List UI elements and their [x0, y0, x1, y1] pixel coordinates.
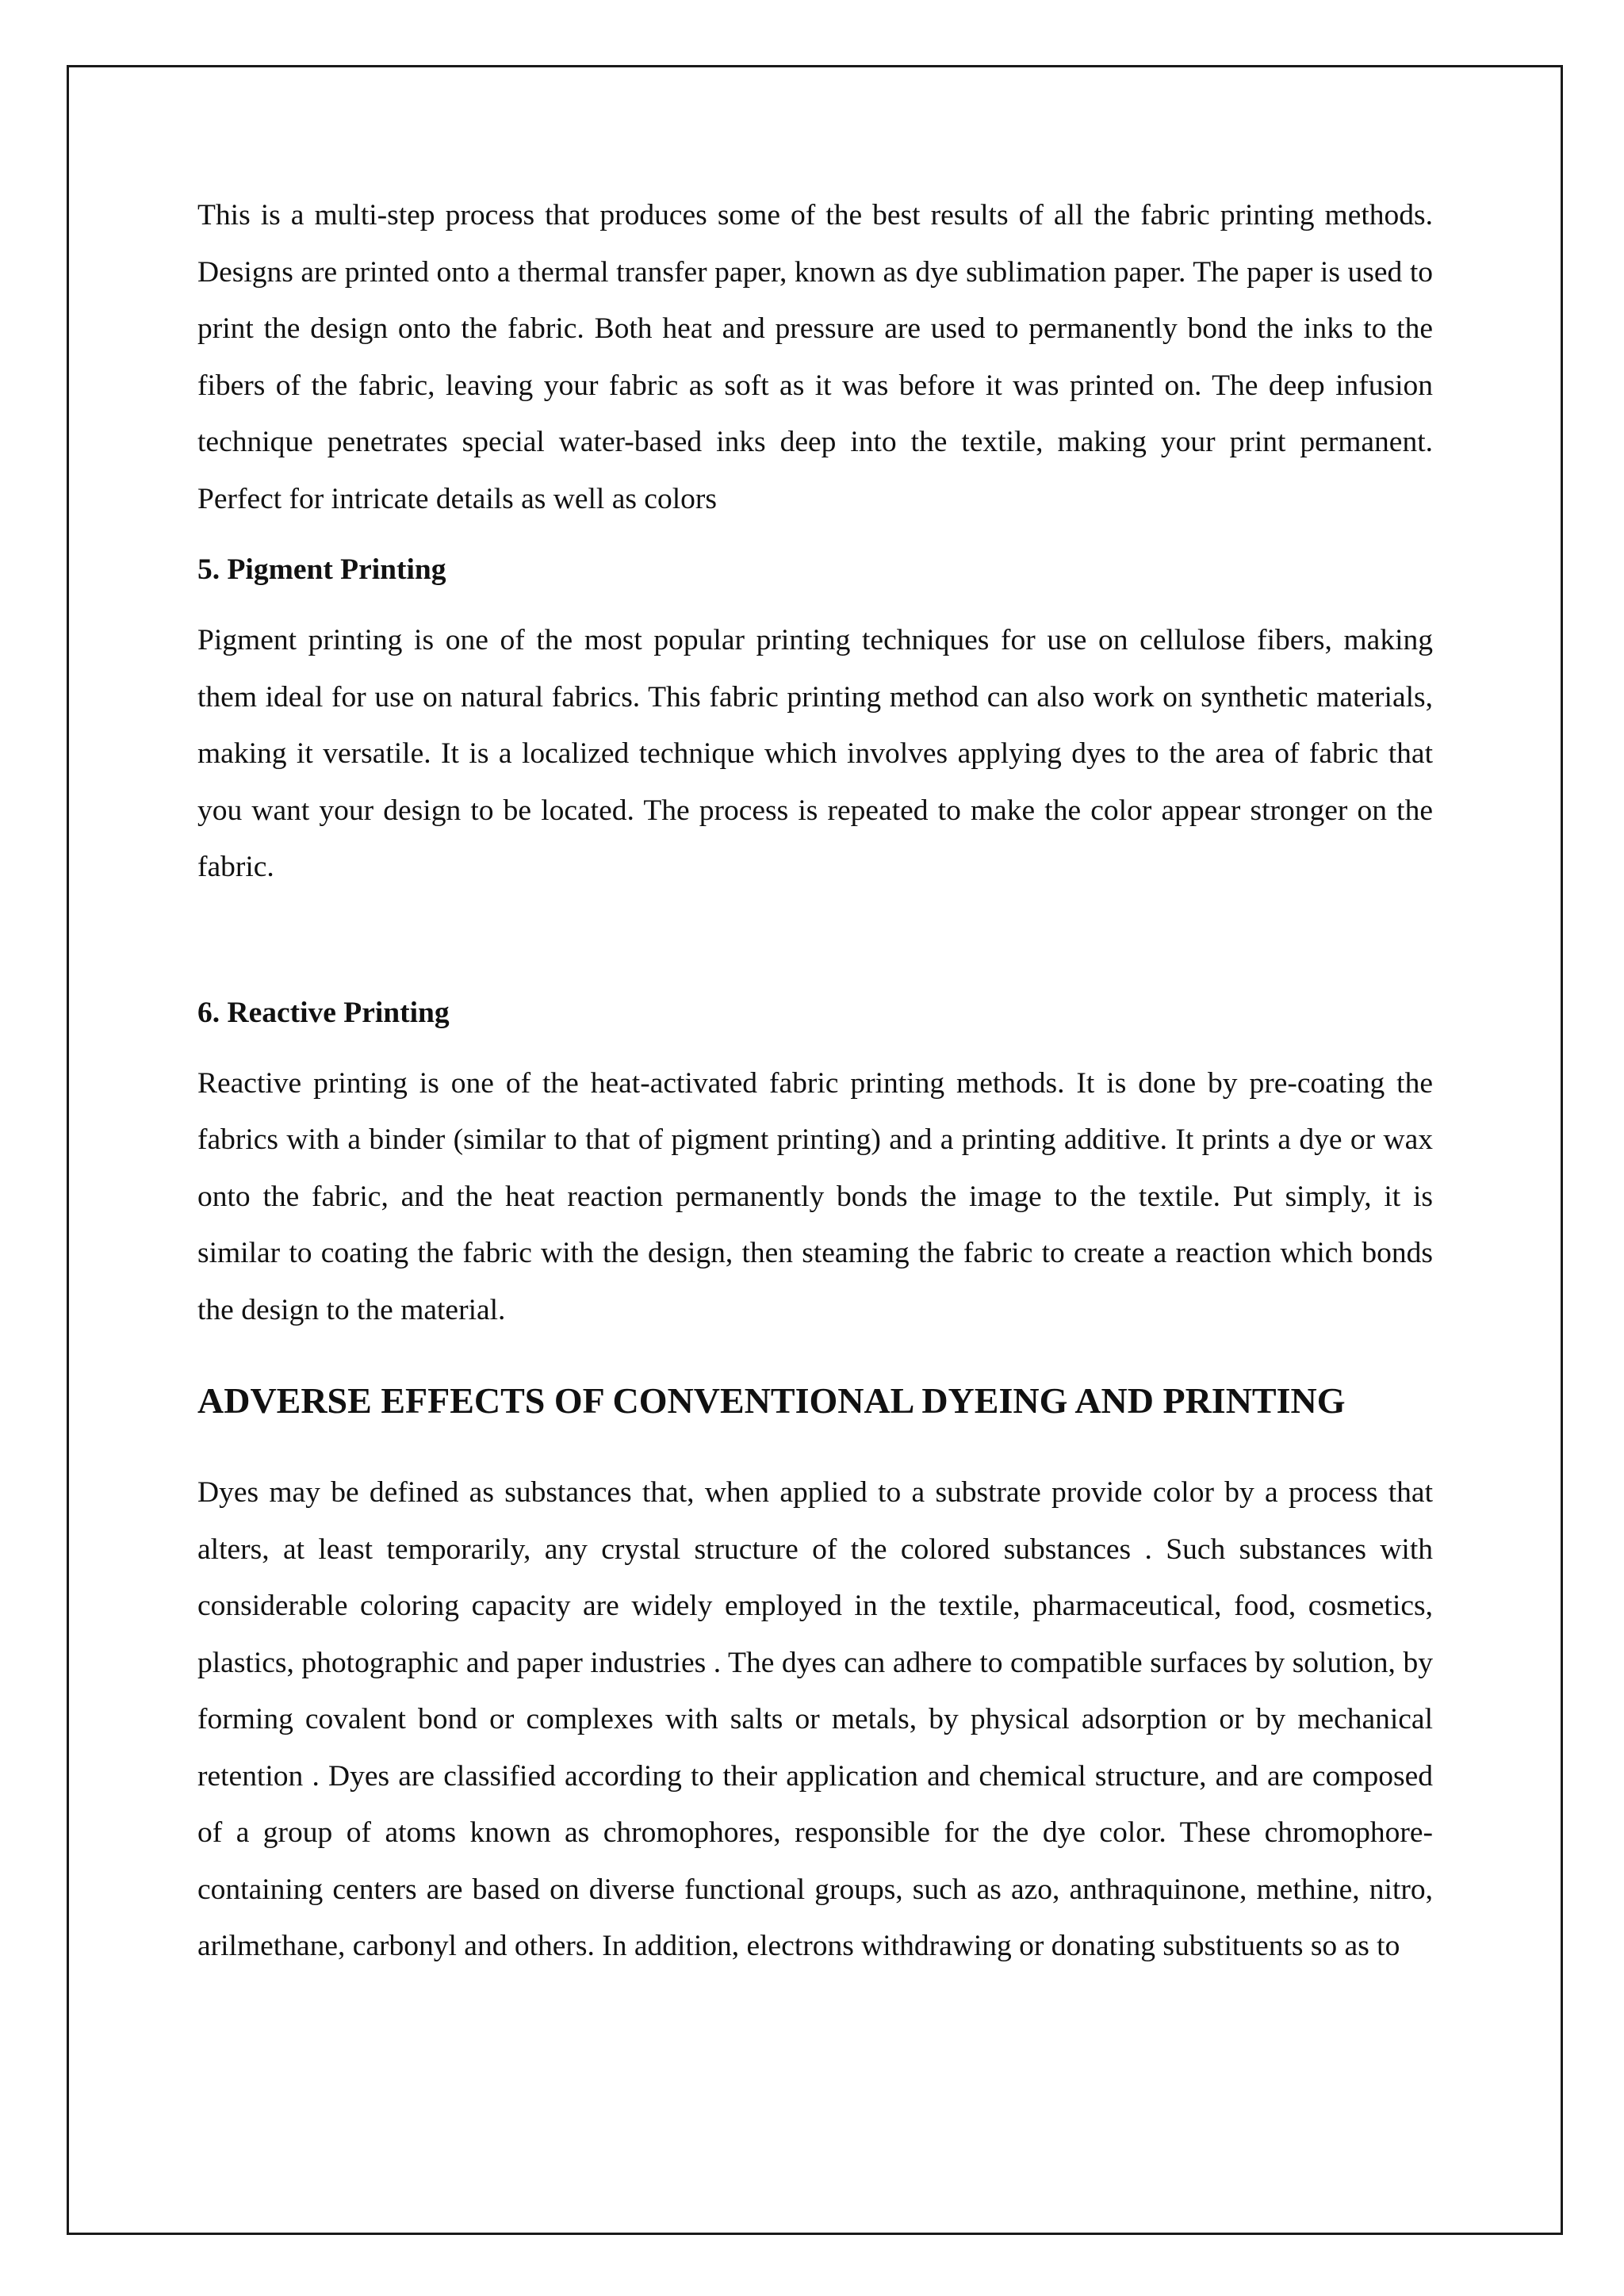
intro-paragraph: This is a multi-step process that produces some of the best results of all the fabric printing methods. Designs are printed onto a thermal transfer paper, known as dye sublimation paper. The paper is used to print the design onto the fabric. Both heat and pressure are used to permanently bond the inks to the fibers of the fabric, leaving your fabric as soft as it was before it was printed on. The deep infusion technique penetrates special water-based inks deep into the textile, making your print permanent. Perfect for intricate details as well as colors — [197, 199, 1433, 515]
reactive-printing-heading: 6. Reactive Printing — [197, 996, 450, 1029]
pigment-printing-heading: 5. Pigment Printing — [197, 553, 446, 586]
pigment-printing-paragraph: Pigment printing is one of the most popular printing techniques for use on cellulose fibers, making them ideal for use on natural fabrics. This fabric printing method can also work on synthetic materials, making it versatile. It is a localized technique which involves applying dyes to the area of fabric that you want your design to be located. The process is repeated to make the color appear stronger on the fabric. — [197, 624, 1433, 883]
document-body — [197, 187, 1433, 1975]
adverse-effects-paragraph: Dyes may be defined as substances that, when applied to a substrate provide color by a process that alters, at least temporarily, any crystal structure of the colored substances . Such substances with considerable coloring capacity are widely employed in the textile, pharmaceutical, food, cosmetics, plastics, photographic and paper industries . The dyes can adhere to compatible surfaces by solution, by forming covalent bond or complexes with salts or metals, by physical adsorption or by mechanical retention . Dyes are classified according to their application and chemical structure, and are composed of a group of atoms known as chromophores, responsible for the dye color. These chromophore-containing centers are based on diverse functional groups, such as azo, anthraquinone, methine, nitro, arilmethane, carbonyl and others. In addition, electrons withdrawing or donating substituents so as to — [197, 1476, 1433, 1962]
adverse-effects-heading: ADVERSE EFFECTS OF CONVENTIONAL DYEING AND PRINTING — [197, 1380, 1346, 1421]
reactive-printing-paragraph: Reactive printing is one of the heat-activated fabric printing methods. It is done by pre-coating the fabrics with a binder (similar to that of pigment printing) and a printing additive. It prints a dye or wax onto the fabric, and the heat reaction permanently bonds the image to the textile. Put simply, it is similar to coating the fabric with the design, then steaming the fabric to create a reaction which bonds the design to the material. — [197, 1066, 1433, 1326]
